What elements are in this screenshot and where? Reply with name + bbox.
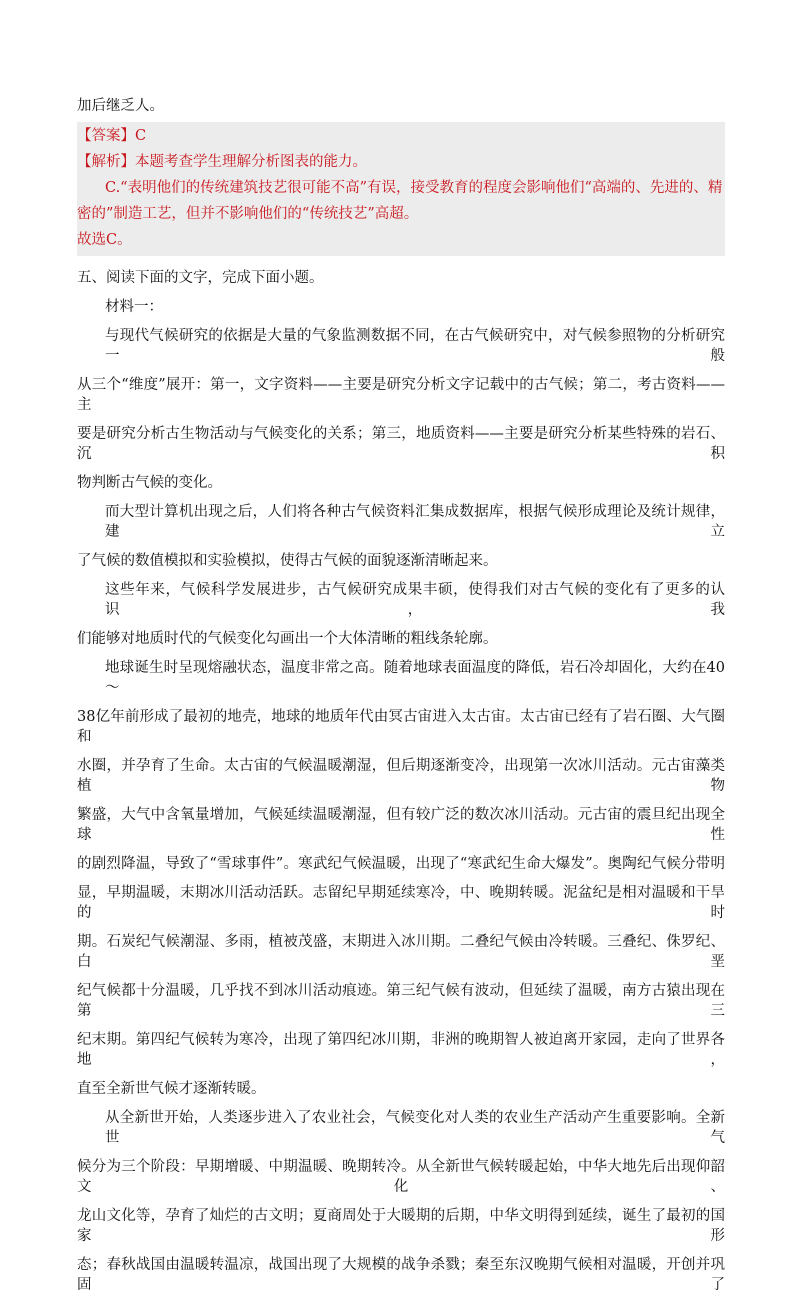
answer-label-close: 】 bbox=[120, 128, 135, 144]
analysis-label-open: 【 bbox=[77, 154, 92, 170]
answer-value: C bbox=[135, 128, 147, 144]
paragraph-line: 从三个“维度”展开：第一，文字资料——主要是研究分析文字记载中的古气候；第二，考古资料——主 bbox=[77, 377, 725, 413]
analysis-label: 解析 bbox=[91, 154, 121, 170]
paragraph-line: 地球诞生时呈现熔融状态，温度非常之高。随着地球表面温度的降低，岩石冷却固化，大约在40～ bbox=[105, 660, 725, 696]
section-title: 五、阅读下面的文字，完成下面小题。 bbox=[77, 270, 324, 286]
paragraph-line: 们能够对地质时代的气候变化勾画出一个大体清晰的粗线条轮廓。 bbox=[77, 631, 498, 647]
paragraph-line: 了气候的数值模拟和实验模拟，使得古气候的面貌逐渐清晰起来。 bbox=[77, 553, 498, 569]
paragraph-line: 纪气候都十分温暖，几乎找不到冰川活动痕迹。第三纪气候有波动，但延续了温暖，南方古猿出现在第三 bbox=[77, 983, 725, 1019]
paragraph-line: 要是研究分析古生物活动与气候变化的关系；第三，地质资料——主要是研究分析某些特殊的岩石、沉积 bbox=[77, 426, 725, 462]
document-page bbox=[77, 96, 725, 1295]
paragraph-5 bbox=[77, 1108, 725, 1295]
paragraph-line: 物判断古气候的变化。 bbox=[77, 475, 222, 491]
paragraph-line: 这些年来，气候科学发展进步，古气候研究成果丰硕，使得我们对古气候的变化有了更多的认识，我 bbox=[105, 582, 725, 618]
paragraph-line: 龙山文化等，孕育了灿烂的古文明；夏商周处于大暖期的后期，中华文明得到延续，诞生了最初的国家形 bbox=[77, 1208, 725, 1244]
paragraph-line: 38亿年前形成了最初的地壳，地球的地质年代由冥古宙进入太古宙。太古宙已经有了岩石圈、大气圈和 bbox=[77, 709, 725, 745]
paragraph-4 bbox=[77, 658, 725, 1099]
paragraph-line: 与现代气候研究的依据是大量的气象监测数据不同，在古气候研究中，对气候参照物的分析研究一般 bbox=[105, 328, 725, 364]
paragraph-line: 态；春秋战国由温暖转温凉，战国出现了大规模的战争杀戮；秦至东汉晚期气候相对温暖，开创并巩固了 bbox=[77, 1257, 725, 1293]
paragraph-line: 繁盛，大气中含氧量增加，气候延续温暖潮湿，但有较广泛的数次冰川活动。元古宙的震旦纪出现全球性 bbox=[77, 807, 725, 843]
answer-box bbox=[77, 122, 725, 256]
paragraph-line: 候分为三个阶段：早期增暖、中期温暖、晚期转冷。从全新世气候转暖起始，中华大地先后出现仰韶文化、 bbox=[77, 1159, 725, 1195]
analysis-conclusion: 故选C。 bbox=[77, 232, 132, 248]
paragraph-line: 显，早期温暖，末期冰川活动活跃。志留纪早期延续寒冷，中、晚期转暖。泥盆纪是相对温暖和干旱的时 bbox=[77, 885, 725, 921]
paragraph-line: 期。石炭纪气候潮湿、多雨，植被茂盛，末期进入冰川期。二叠纪气候由冷转暖。三叠纪、侏罗纪、白垩 bbox=[77, 934, 725, 970]
previous-answer-tail: 加后继乏人。 bbox=[77, 98, 164, 114]
paragraph-3 bbox=[77, 580, 725, 649]
paragraph-line: 直至全新世气候才逐渐转暖。 bbox=[77, 1081, 266, 1097]
analysis-row bbox=[77, 152, 725, 172]
answer-label-open: 【 bbox=[77, 128, 92, 144]
paragraph-line: 的剧烈降温，导致了“雪球事件”。寒武纪气候温暖，出现了“寒武纪生命大爆发”。奥陶纪气候分带明 bbox=[77, 856, 725, 872]
paragraph-1 bbox=[77, 326, 725, 493]
analysis-intro: 本题考查学生理解分析图表的能力。 bbox=[135, 154, 367, 170]
paragraph-line: 水圈，并孕育了生命。太古宙的气候温暖潮湿，但后期逐渐变冷，出现第一次冰川活动。元古宙藻类植物 bbox=[77, 758, 725, 794]
paragraph-2 bbox=[77, 502, 725, 571]
material-label: 材料一： bbox=[105, 299, 163, 315]
paragraph-line: 纪末期。第四纪气候转为寒冷，出现了第四纪冰川期，非洲的晚期智人被迫离开家园，走向了世界各地， bbox=[77, 1032, 725, 1068]
analysis-label-close: 】 bbox=[120, 154, 135, 170]
analysis-line-1: C.“表明他们的传统建筑技艺很可能不高”有误，接受教育的程度会影响他们“高端的、先进的、精 bbox=[105, 180, 723, 196]
analysis-line-2: 密的”制造工艺，但并不影响他们的“传统技艺”高超。 bbox=[77, 206, 419, 222]
paragraph-line: 而大型计算机出现之后，人们将各种古气候资料汇集成数据库，根据气候形成理论及统计规律，建立 bbox=[105, 504, 725, 540]
answer-row bbox=[77, 126, 725, 146]
answer-label: 答案 bbox=[91, 128, 121, 144]
paragraph-line: 从全新世开始，人类逐步进入了农业社会，气候变化对人类的农业生产活动产生重要影响。全新世气 bbox=[105, 1110, 725, 1146]
